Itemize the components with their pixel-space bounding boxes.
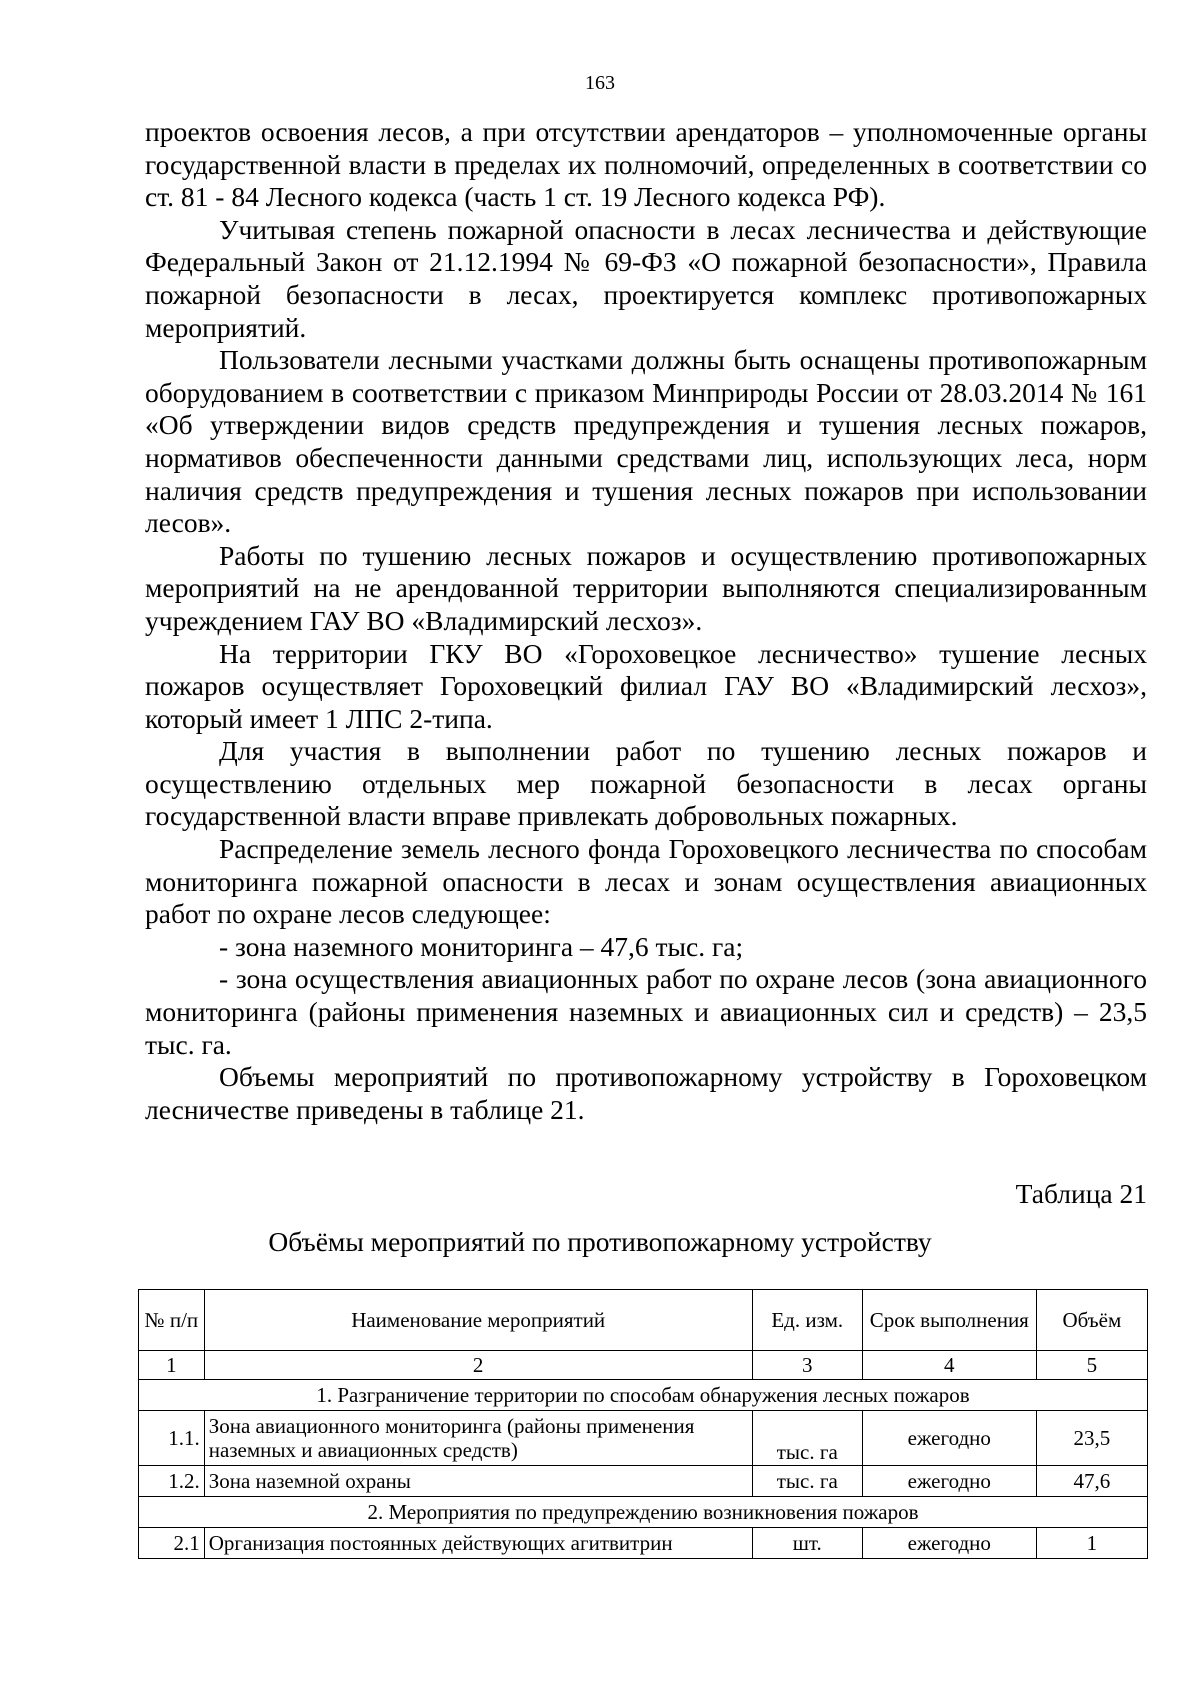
- column-number: 1: [139, 1351, 205, 1380]
- row-num: 1.2.: [139, 1466, 205, 1497]
- paragraph-continuation: проектов освоения лесов, а при отсутствии арендаторов – уполномоченные органы государственной власти в пределах их полномочий, определенных в соответствии со ст. 81 - 84 Лесного кодекса (часть 1 ст. 19 Лесного кодекса РФ).: [145, 116, 1147, 213]
- table-row: [139, 1466, 1148, 1497]
- row-volume: 23,5: [1036, 1411, 1147, 1466]
- column-number: 5: [1036, 1351, 1147, 1380]
- header-num: № п/п: [139, 1290, 205, 1351]
- row-num: 2.1: [139, 1528, 205, 1559]
- column-number: 3: [752, 1351, 862, 1380]
- paragraph-fire-danger: Учитывая степень пожарной опасности в лесах лесничества и действующие Федеральный Закон от 21.12.1994 № 69-ФЗ «О пожарной безопасности», Правила пожарной безопасности в лесах, проектируется комплекс противопожарных мероприятий.: [145, 213, 1147, 343]
- row-unit: тыс. га: [752, 1466, 862, 1497]
- section-title: 1. Разграничение территории по способам обнаружения лесных пожаров: [139, 1380, 1148, 1411]
- table-label: Таблица 21: [1015, 1178, 1147, 1209]
- table-row: [139, 1528, 1148, 1559]
- list-item-ground-monitoring: - зона наземного мониторинга – 47,6 тыс. га;: [219, 930, 744, 962]
- paragraph-extinguishing-works: Работы по тушению лесных пожаров и осуществлению противопожарных мероприятий на не арендованной территории выполняются специализированным учреждением ГАУ ВО «Владимирский лесхоз».: [145, 539, 1147, 636]
- paragraph-distribution: Распределение земель лесного фонда Гороховецкого лесничества по способам мониторинга пожарной опасности в лесах и зонам осуществления авиационных работ по охране лесов следующее:: [145, 833, 1147, 930]
- row-num: 1.1.: [139, 1411, 205, 1466]
- row-name: Организация постоянных действующих агитвитрин: [204, 1528, 752, 1559]
- table-title: Объёмы мероприятий по противопожарному устройству: [268, 1226, 932, 1257]
- section-title: 2. Мероприятия по предупреждению возникновения пожаров: [139, 1497, 1148, 1528]
- row-unit: тыс. га: [752, 1411, 862, 1466]
- column-numbers-row: [139, 1351, 1148, 1380]
- header-term: Срок выполнения: [862, 1290, 1036, 1351]
- column-number: 2: [204, 1351, 752, 1380]
- row-term: ежегодно: [862, 1466, 1036, 1497]
- paragraph-users-equipment: Пользователи лесными участками должны быть оснащены противопожарным оборудованием в соответствии с приказом Минприроды России от 28.03.2014 № 161 «Об утверждении видов средств предупреждения и тушения лесных пожаров, нормативов обеспеченности данными средствами лиц, использующих леса, норм наличия средств предупреждения и тушения лесных пожаров при использовании лесов».: [145, 344, 1147, 539]
- header-volume: Объём: [1036, 1290, 1147, 1351]
- row-volume: 1: [1036, 1528, 1147, 1559]
- header-unit: Ед. изм.: [752, 1290, 862, 1351]
- row-unit: шт.: [752, 1528, 862, 1559]
- paragraph-territory: На территории ГКУ ВО «Гороховецкое лесничество» тушение лесных пожаров осуществляет Гороховецкий филиал ГАУ ВО «Владимирский лесхоз», который имеет 1 ЛПС 2-типа.: [145, 637, 1147, 734]
- section-row: [139, 1497, 1148, 1528]
- measures-table: [138, 1289, 1148, 1559]
- page-number: 163: [585, 72, 615, 94]
- column-number: 4: [862, 1351, 1036, 1380]
- body-text: [145, 116, 1147, 1126]
- table-row: [139, 1411, 1148, 1466]
- table-header-row: [139, 1290, 1148, 1351]
- row-name: Зона авиационного мониторинга (районы применения наземных и авиационных средств): [204, 1411, 752, 1466]
- paragraph-volunteers: Для участия в выполнении работ по тушению лесных пожаров и осуществлению отдельных мер пожарной безопасности в лесах органы государственной власти вправе привлекать добровольных пожарных.: [145, 735, 1147, 832]
- list-item-aviation-monitoring: - зона осуществления авиационных работ по охране лесов (зона авиационного мониторинга (районы применения наземных и авиационных сил и средств) – 23,5 тыс. га.: [145, 963, 1147, 1060]
- row-term: ежегодно: [862, 1411, 1036, 1466]
- row-name: Зона наземной охраны: [204, 1466, 752, 1497]
- section-row: [139, 1380, 1148, 1411]
- paragraph-volumes: Объемы мероприятий по противопожарному устройству в Гороховецком лесничестве приведены в таблице 21.: [145, 1061, 1147, 1125]
- row-term: ежегодно: [862, 1528, 1036, 1559]
- row-volume: 47,6: [1036, 1466, 1147, 1497]
- header-name: Наименование мероприятий: [204, 1290, 752, 1351]
